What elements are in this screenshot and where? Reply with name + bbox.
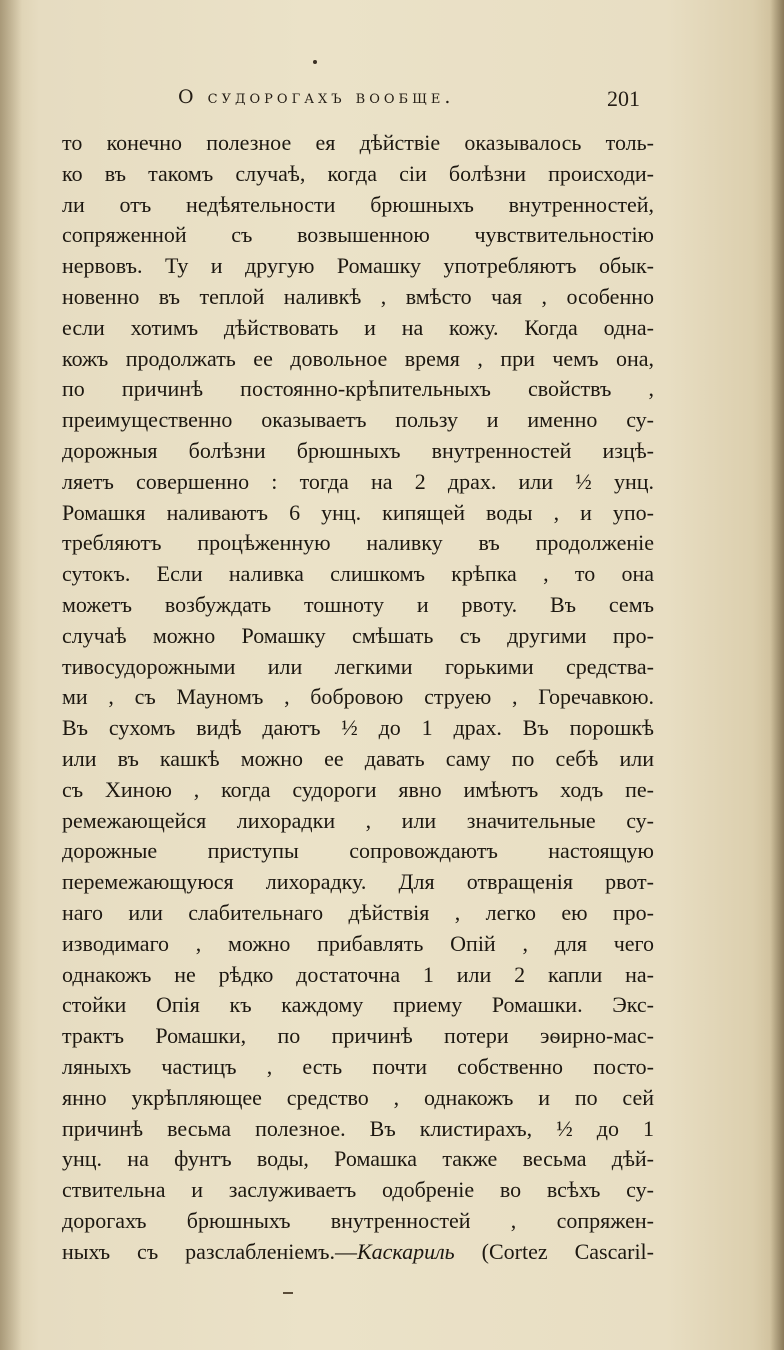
text-line: ко въ такомъ случаѣ, когда сіи болѣзни происходи- (62, 160, 654, 186)
text-line: изводимаго , можно прибавлять Опій , для чего (62, 930, 654, 956)
text-line: то конечно полезное ея дѣйствіе оказывалось толь- (62, 130, 654, 155)
text-line: дорожные приступы сопровождаютъ настоящую (62, 838, 654, 864)
text-line: унц. на фунтъ воды, Ромашка также весьма дѣй- (62, 1146, 654, 1172)
text-line: если хотимъ дѣйствовать и на кожу. Когда одна- (62, 314, 654, 340)
text-line: дорожныя болѣзни брюшныхъ внутренностей изцѣ- (62, 437, 654, 463)
text-line: дорогахъ брюшныхъ внутренностей , сопряжен- (62, 1207, 654, 1233)
text-line: наго или слабительнаго дѣйствія , легко ею про- (62, 899, 654, 925)
text-line: ми , съ Мауномъ , бобровою струею , Горечавкою. (62, 684, 654, 710)
text-line: Ромашкя наливаютъ 6 унц. кипящей воды , и упо- (62, 499, 654, 525)
body-text (62, 128, 654, 1267)
text-line: ляетъ совершенно : тогда на 2 драх. или ½ унц. (62, 468, 654, 494)
text-line: сопряженной съ возвышенною чувствительностію (62, 222, 654, 248)
ink-dot (313, 60, 317, 64)
text-line: случаѣ можно Ромашку смѣшать съ другими про- (62, 622, 654, 648)
text-line: нервовъ. Ту и другую Ромашку употребляютъ обык- (62, 253, 654, 279)
text-line: можетъ возбуждать тошноту и рвоту. Въ семъ (62, 591, 654, 617)
text-line: преимущественно оказываетъ пользу и именно су- (62, 407, 654, 433)
text-line: кожъ продолжать ее довольное время , при чемъ она, (62, 345, 654, 371)
text-line: новенно въ теплой наливкѣ , вмѣсто чая , особенно (62, 283, 654, 309)
page-number: 201 (607, 86, 640, 111)
page-header (60, 86, 650, 118)
text-line: однакожъ не рѣдко достаточна 1 или 2 капли на- (62, 961, 654, 987)
text-line: ли отъ недѣятельности брюшныхъ внутренностей, (62, 191, 654, 217)
text-line: по причинѣ постоянно-крѣпительныхъ свойствъ , (62, 376, 654, 402)
ink-mark (283, 1292, 293, 1294)
spine-shadow (0, 0, 22, 1350)
text-line-last (62, 1237, 654, 1268)
text-line: тивосудорожными или легкими горькими средства- (62, 653, 654, 679)
last-line-end: (Cortez Cascaril- (454, 1238, 654, 1264)
text-line: янно укрѣпляющее средство , однакожъ и по сей (62, 1084, 654, 1110)
running-head: О судорогахъ вообще. (178, 86, 455, 108)
text-line: Въ сухомъ видѣ даютъ ½ до 1 драх. Въ порошкѣ (62, 715, 654, 741)
text-line: или въ кашкѣ можно ее давать саму по себѣ или (62, 745, 654, 771)
text-line: требляютъ процѣженную наливку въ продолженіе (62, 530, 654, 556)
cascarilla-term: Каскариль (356, 1238, 455, 1264)
text-line: ствительна и заслуживаетъ одобреніе во всѣхъ су- (62, 1177, 654, 1203)
text-line: перемежающуюся лихорадку. Для отвращенія рвот- (62, 869, 654, 895)
text-line: причинѣ весьма полезное. Въ клистирахъ, ½ до 1 (62, 1115, 654, 1141)
text-line: трактъ Ромашки, по причинѣ потери эѳирно-мас- (62, 1023, 654, 1049)
text-line: съ Хиною , когда судороги явно имѣютъ ходъ пе- (62, 776, 654, 802)
text-line: ляныхъ частицъ , есть почти собственно посто- (62, 1053, 654, 1079)
last-line-start: ныхъ съ разслабленіемъ.— (62, 1238, 357, 1264)
text-line: ремежающейся лихорадки , или значительные су- (62, 807, 654, 833)
text-line: стойки Опія къ каждому приему Ромашки. Экс- (62, 992, 654, 1018)
page-edge-shadow (770, 0, 784, 1350)
text-line: сутокъ. Если наливка слишкомъ крѣпка , то она (62, 561, 654, 587)
